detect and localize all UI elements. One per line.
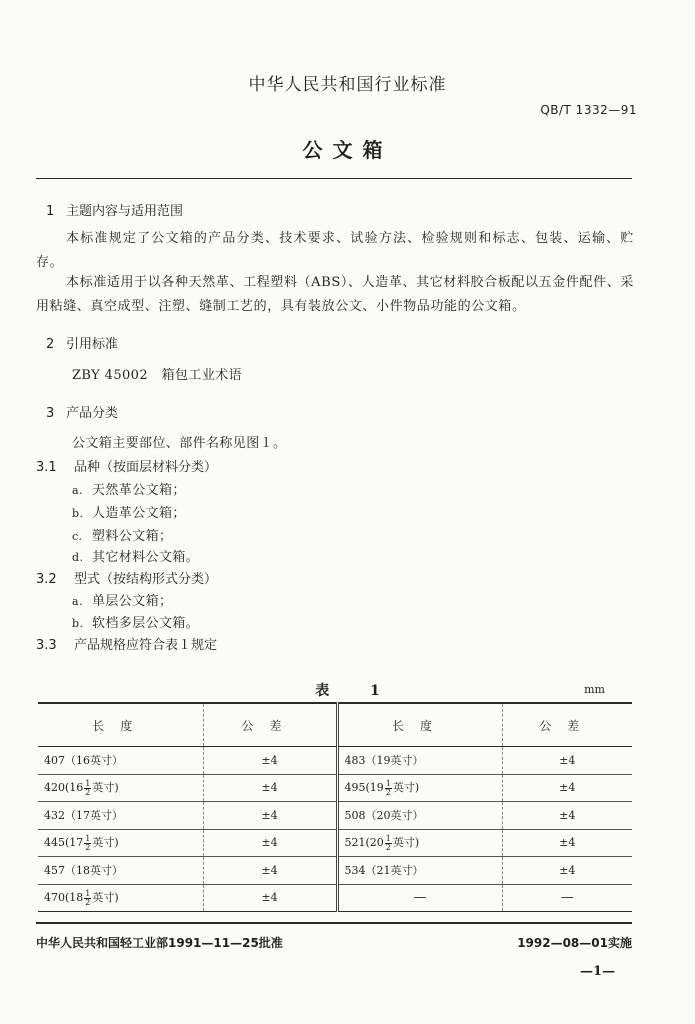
tolerance-cell: ±4 bbox=[502, 774, 632, 802]
list-marker: a. bbox=[72, 484, 83, 497]
tolerance-cell: ±4 bbox=[203, 884, 337, 912]
column-header-length: 长度 bbox=[38, 703, 203, 747]
effective-date: 1992—08—01实施 bbox=[517, 936, 632, 950]
length-cell: 534（21英寸） bbox=[337, 857, 502, 885]
document-title: 公文箱 bbox=[302, 138, 393, 162]
column-header-length: 长度 bbox=[337, 703, 502, 747]
tolerance-cell: ±4 bbox=[203, 829, 337, 857]
section-title: 产品分类 bbox=[66, 406, 119, 421]
table-row bbox=[38, 802, 632, 830]
half-fraction: $\frac{1}{2}$ bbox=[85, 778, 91, 797]
list-marker: a. bbox=[72, 595, 83, 608]
approval-info: 中华人民共和国轻工业部1991—11—25批准 bbox=[36, 936, 283, 950]
table-row bbox=[38, 884, 632, 912]
table-row bbox=[38, 829, 632, 857]
section-3-intro: 公文箱主要部位、部件名称见图１。 bbox=[72, 436, 287, 451]
standard-code: QB/T 1332—91 bbox=[540, 103, 637, 117]
list-item bbox=[72, 612, 199, 631]
subsection-title: 产品规格应符合表１规定 bbox=[74, 638, 218, 653]
length-cell: 445(17 $\frac{1}{2}$ 英寸) bbox=[38, 829, 203, 857]
tolerance-cell: ±4 bbox=[502, 829, 632, 857]
list-item bbox=[72, 479, 186, 498]
empty-length-cell: — bbox=[337, 884, 502, 912]
length-cell: 470(18 $\frac{1}{2}$ 英寸) bbox=[38, 884, 203, 912]
section-title: 主题内容与适用范围 bbox=[66, 204, 184, 219]
page-number: —1— bbox=[579, 964, 615, 979]
empty-tolerance-cell: — bbox=[502, 884, 632, 912]
subsection-title: 型式（按结构形式分类） bbox=[74, 572, 218, 587]
list-item bbox=[72, 590, 172, 609]
table-row bbox=[38, 857, 632, 885]
list-marker: c. bbox=[72, 530, 83, 543]
table-header-row bbox=[38, 703, 632, 747]
length-cell: 432（17英寸） bbox=[38, 802, 203, 830]
subsection-number: 3.1 bbox=[36, 460, 57, 475]
subsection-3-3-heading bbox=[36, 634, 217, 653]
section-1-paragraph-1: 本标准规定了公文箱的产品分类、技术要求、试验方法、检验规则和标志、包装、运输、贮存。 bbox=[36, 231, 634, 270]
length-cell: 508（20英寸） bbox=[337, 802, 502, 830]
list-item bbox=[72, 525, 172, 544]
section-1-paragraph-2: 本标准适用于以各种天然革、工程塑料（ABS）、人造革、其它材料胶合板配以五金件配件、采用粘缝、真空成型、注塑、缝制工艺的，具有装放公文、小件物品功能的公文箱。 bbox=[36, 275, 634, 314]
list-item bbox=[72, 546, 199, 565]
column-header-tolerance: 公差 bbox=[203, 703, 337, 747]
section-number: 1 bbox=[46, 204, 55, 219]
half-fraction: $\frac{1}{2}$ bbox=[85, 888, 91, 907]
length-cell: 483（19英寸） bbox=[337, 747, 502, 775]
tolerance-cell: ±4 bbox=[502, 802, 632, 830]
list-text: 塑料公文箱； bbox=[92, 529, 173, 544]
tolerance-cell: ±4 bbox=[502, 747, 632, 775]
list-text: 天然革公文箱； bbox=[92, 483, 186, 498]
length-cell: 420(16 $\frac{1}{2}$ 英寸) bbox=[38, 774, 203, 802]
section-1-heading bbox=[46, 200, 183, 219]
length-cell: 407（16英寸） bbox=[38, 747, 203, 775]
half-fraction: $\frac{1}{2}$ bbox=[385, 778, 391, 797]
subsection-3-2-heading bbox=[36, 568, 217, 587]
list-text: 人造革公文箱； bbox=[92, 506, 186, 521]
table-unit: mm bbox=[584, 683, 605, 696]
tolerance-cell: ±4 bbox=[203, 747, 337, 775]
list-marker: b. bbox=[72, 617, 84, 630]
subsection-3-1-heading bbox=[36, 456, 217, 475]
tolerance-cell: ±4 bbox=[502, 857, 632, 885]
column-header-tolerance: 公差 bbox=[502, 703, 632, 747]
referenced-standard: ZBY 45002 箱包工业术语 bbox=[72, 368, 243, 383]
subsection-number: 3.3 bbox=[36, 638, 57, 653]
list-text: 其它材料公文箱。 bbox=[92, 550, 200, 565]
list-text: 软档多层公文箱。 bbox=[92, 616, 200, 631]
list-marker: b. bbox=[72, 507, 84, 520]
subsection-number: 3.2 bbox=[36, 572, 57, 587]
tolerance-cell: ±4 bbox=[203, 774, 337, 802]
spec-table bbox=[38, 702, 632, 912]
tolerance-cell: ±4 bbox=[203, 857, 337, 885]
half-fraction: $\frac{1}{2}$ bbox=[385, 833, 391, 852]
tolerance-cell: ±4 bbox=[203, 802, 337, 830]
section-number: 2 bbox=[46, 337, 55, 352]
section-number: 3 bbox=[46, 406, 55, 421]
footer-rule bbox=[36, 922, 632, 924]
title-rule bbox=[36, 178, 632, 179]
list-item bbox=[72, 502, 186, 521]
table-row bbox=[38, 747, 632, 775]
section-3-heading bbox=[46, 402, 118, 421]
section-title: 引用标准 bbox=[66, 337, 119, 352]
list-text: 单层公文箱； bbox=[92, 594, 173, 609]
length-cell: 495(19 $\frac{1}{2}$ 英寸) bbox=[337, 774, 502, 802]
list-marker: d. bbox=[72, 551, 84, 564]
table-caption: 表 1 bbox=[315, 683, 398, 699]
standard-category-title: 中华人民共和国行业标准 bbox=[248, 75, 447, 95]
subsection-title: 品种（按面层材料分类） bbox=[74, 460, 218, 475]
table-row bbox=[38, 774, 632, 802]
length-cell: 457（18英寸） bbox=[38, 857, 203, 885]
half-fraction: $\frac{1}{2}$ bbox=[85, 833, 91, 852]
length-cell: 521(20 $\frac{1}{2}$ 英寸) bbox=[337, 829, 502, 857]
section-2-heading bbox=[46, 333, 118, 352]
